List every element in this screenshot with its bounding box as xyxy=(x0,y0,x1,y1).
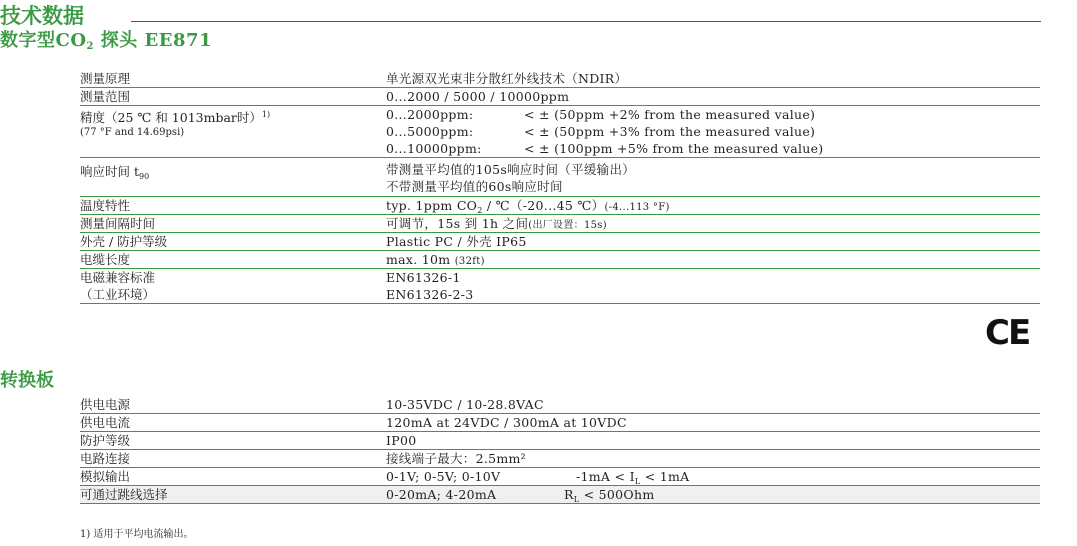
accuracy-line: 0...10000ppm: < ± (100ppm +5% from the measured value) xyxy=(386,141,824,156)
spec-value: IP00 xyxy=(386,433,417,448)
board-row-current xyxy=(80,414,1040,432)
spec-value: 10-35VDC / 10-28.8VAC xyxy=(386,397,544,412)
page-title: 技术数据 xyxy=(0,3,84,28)
probe-spec-table xyxy=(80,70,1040,304)
spec-value: 可调节，15s 到 1h 之间(出厂设置：15s) xyxy=(386,216,607,231)
spec-row-cable-length xyxy=(80,251,1040,269)
spec-value: 0-20mA; 4-20mA $R_L < 500Ohm$ xyxy=(386,487,655,504)
spec-label: 电缆长度 xyxy=(80,252,131,267)
spec-value: max. 10m (32ft) xyxy=(386,252,485,267)
spec-label: 测量范围 xyxy=(80,89,131,104)
board-row-supply xyxy=(80,396,1040,414)
spec-value: EN61326-1 xyxy=(386,270,461,285)
spec-row-emc xyxy=(80,269,1040,304)
accuracy-line: 0...2000ppm: < ± (50ppm +2% from the measured value) xyxy=(386,107,816,122)
spec-value: typ. 1ppm $CO_2$ / ℃（-20...45 ℃）(-4...113 °F) xyxy=(386,198,670,215)
spec-value: 带测量平均值的105s响应时间（平缓输出） xyxy=(386,162,636,177)
accuracy-line: 0...5000ppm: < ± (50ppm +3% from the measured value) xyxy=(386,124,816,139)
spec-value: 单光源双光束非分散红外线技术（NDIR） xyxy=(386,71,628,86)
spec-value: 0-1V; 0-5V; 0-10V $-1mA < I_L < 1mA$ xyxy=(386,469,690,486)
board-row-protection xyxy=(80,432,1040,450)
spec-label: 电磁兼容标准 xyxy=(80,270,156,285)
spec-value: EN61326-2-3 xyxy=(386,287,474,302)
footnote: 1) 适用于平均电流输出。 xyxy=(80,529,194,540)
spec-label: 精度（25 ℃ 和 1013mbar时）$^{1)}$ xyxy=(80,110,271,126)
board-row-connection xyxy=(80,450,1040,468)
board-row-analog-output xyxy=(80,468,1040,486)
spec-row-response-time xyxy=(80,158,1040,197)
spec-row-accuracy xyxy=(80,106,1040,158)
spec-label: 温度特性 xyxy=(80,198,131,213)
board-spec-table xyxy=(80,396,1040,504)
spec-label-environment: （工业环境） xyxy=(80,287,156,302)
ce-mark-logo: CE xyxy=(985,313,1030,353)
spec-label: 供电电流 xyxy=(80,415,131,430)
spec-label: 防护等级 xyxy=(80,433,131,448)
spec-row-housing xyxy=(80,233,1040,251)
spec-value: 0...2000 / 5000 / 10000ppm xyxy=(386,89,570,104)
spec-label: 供电电源 xyxy=(80,397,131,412)
title-divider xyxy=(131,21,1041,22)
spec-label: 电路连接 xyxy=(80,451,131,466)
spec-label: 模拟输出 xyxy=(80,469,131,484)
spec-label-imperial: (77 °F and 14.69psi) xyxy=(80,127,185,139)
spec-label: 外壳 / 防护等级 xyxy=(80,234,168,249)
spec-label: 测量间隔时间 xyxy=(80,216,156,231)
spec-label: 响应时间 $t_{90}$ xyxy=(80,164,150,181)
section-title-converter-board: 转换板 xyxy=(0,370,54,391)
board-row-jumper xyxy=(80,486,1040,504)
spec-value: 120mA at 24VDC / 300mA at 10VDC xyxy=(386,415,627,430)
spec-value: 接线端子最大：2.5mm² xyxy=(386,451,526,466)
spec-label: 测量原理 xyxy=(80,71,131,86)
spec-row-measuring-principle xyxy=(80,70,1040,88)
spec-row-measuring-range xyxy=(80,88,1040,106)
spec-row-interval xyxy=(80,215,1040,233)
spec-value: 不带测量平均值的60s响应时间 xyxy=(386,179,563,194)
spec-label: 可通过跳线选择 xyxy=(80,487,168,502)
spec-value: Plastic PC / 外壳 IP65 xyxy=(386,234,527,249)
probe-subtitle: 数字型$CO_2$ 探头 EE871 xyxy=(0,30,213,52)
spec-row-temperature xyxy=(80,197,1040,215)
footnote-mark: 1) xyxy=(261,110,271,119)
